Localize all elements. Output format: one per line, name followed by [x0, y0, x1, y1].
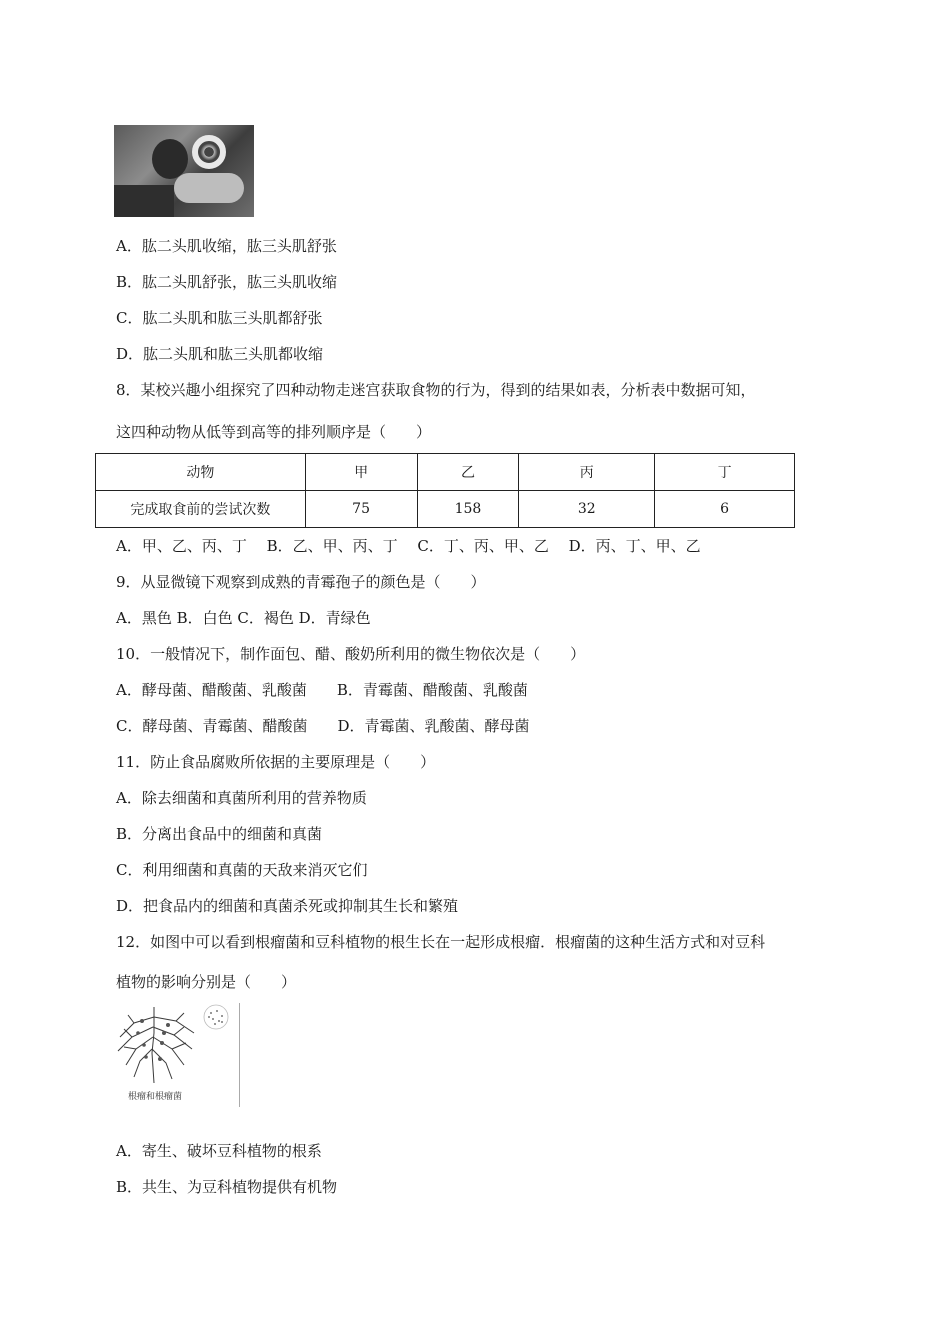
q7-option-d: D．肱二头肌和肱三头肌都收缩 — [116, 345, 324, 363]
q11-option-c: C．利用细菌和真菌的天敌来消灭它们 — [116, 861, 368, 879]
photo-shadow — [114, 185, 174, 217]
root-nodule-figure — [114, 1003, 240, 1105]
q10-options-cd: C．酵母菌、青霉菌、醋酸菌 D．青霉菌、乳酸菌、酵母菌 — [116, 717, 530, 735]
table-header-cell: 动物 — [96, 454, 306, 491]
table-header-cell: 丙 — [519, 454, 655, 491]
q7-option-b: B．肱二头肌舒张，肱三头肌收缩 — [116, 273, 338, 291]
q12-stem-line2: 植物的影响分别是（ ） — [116, 973, 297, 991]
table-cell: 158 — [417, 491, 519, 528]
q12-stem-line1: 12．如图中可以看到根瘤菌和豆科植物的根生长在一起形成根瘤．根瘤菌的这种生活方式和对豆科 — [116, 933, 766, 951]
table-cell: 6 — [655, 491, 795, 528]
table-cell: 完成取食前的尝试次数 — [96, 491, 306, 528]
table-header-cell: 甲 — [305, 454, 417, 491]
photo-dumbbell — [192, 135, 226, 169]
table-cell: 32 — [519, 491, 655, 528]
q11-option-d: D．把食品内的细菌和真菌杀死或抑制其生长和繁殖 — [116, 897, 459, 915]
q7-option-c: C．肱二头肌和肱三头肌都舒张 — [116, 309, 323, 327]
q11-stem: 11．防止食品腐败所依据的主要原理是（ ） — [116, 753, 436, 771]
q12-option-b: B．共生、为豆科植物提供有机物 — [116, 1178, 338, 1196]
arm-dumbbell-photo — [114, 125, 254, 217]
q11-option-a: A．除去细菌和真菌所利用的营养物质 — [116, 789, 367, 807]
q7-option-a: A．肱二头肌收缩，肱三头肌舒张 — [116, 237, 337, 255]
q12-option-a: A．寄生、破坏豆科植物的根系 — [116, 1142, 322, 1160]
table-header-cell: 丁 — [655, 454, 795, 491]
q8-data-table — [95, 453, 795, 528]
q8-stem-line1: 8．某校兴趣小组探究了四种动物走迷宫获取食物的行为，得到的结果如表，分析表中数据可知， — [116, 381, 756, 399]
q8-stem-line2: 这四种动物从低等到高等的排列顺序是（ ） — [116, 423, 432, 441]
q8-options: A．甲、乙、丙、丁 B．乙、甲、丙、丁 C．丁、丙、甲、乙 D．丙、丁、甲、乙 — [116, 537, 701, 555]
q10-stem: 10．一般情况下，制作面包、醋、酸奶所利用的微生物依次是（ ） — [116, 645, 586, 663]
figure-border — [239, 1003, 240, 1107]
root-system-drawing — [114, 1003, 234, 1087]
q9-options: A．黑色 B．白色 C．褐色 D．青绿色 — [116, 609, 371, 627]
table-header-row — [96, 454, 795, 491]
q11-option-b: B．分离出食品中的细菌和真菌 — [116, 825, 323, 843]
photo-head — [152, 139, 188, 179]
q9-stem: 9．从显微镜下观察到成熟的青霉孢子的颜色是（ ） — [116, 573, 486, 591]
photo-arm — [174, 173, 244, 203]
table-header-cell: 乙 — [417, 454, 519, 491]
figure-caption: 根瘤和根瘤菌 — [128, 1092, 183, 1102]
table-cell: 75 — [305, 491, 417, 528]
table-row — [96, 491, 795, 528]
q10-options-ab: A．酵母菌、醋酸菌、乳酸菌 B．青霉菌、醋酸菌、乳酸菌 — [116, 681, 528, 699]
